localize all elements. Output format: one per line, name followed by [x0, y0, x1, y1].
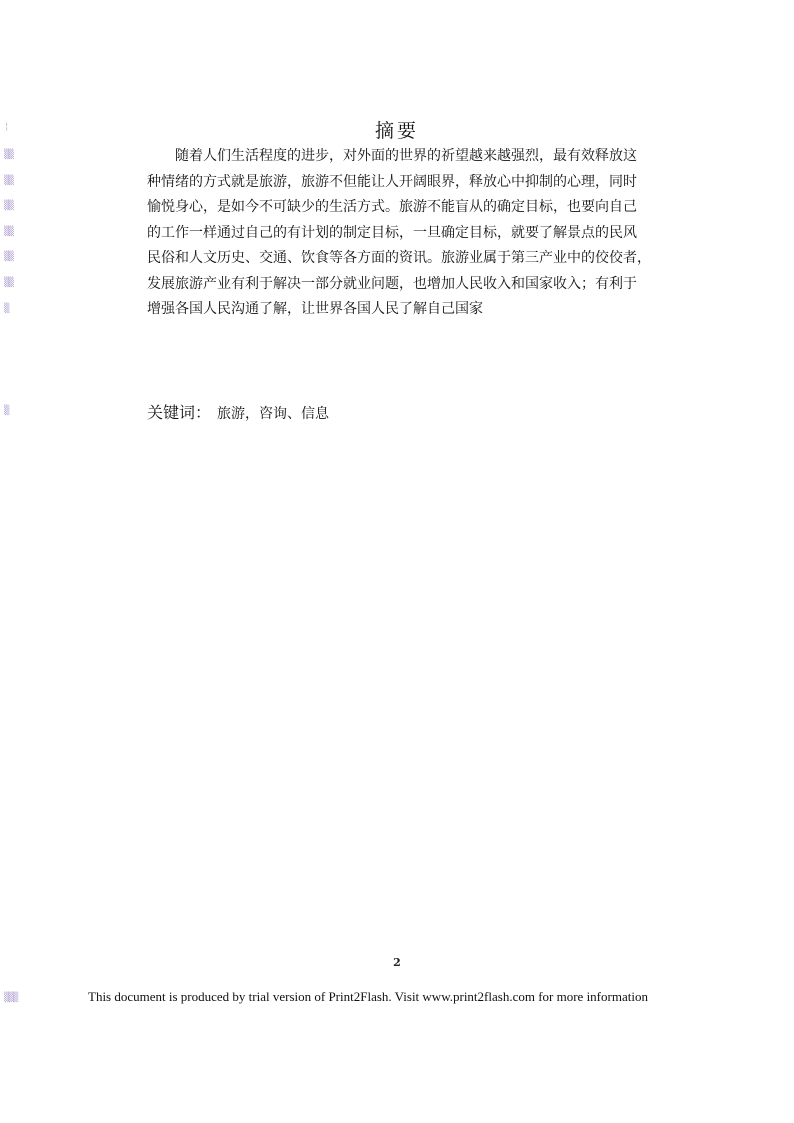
margin-artifact: ¦	[4, 122, 9, 132]
abstract-line: 发展旅游产业有利于解决一部分就业问题，也增加人民收入和国家收入；有利于	[147, 275, 637, 292]
margin-artifact: ▒▒	[4, 227, 13, 237]
margin-artifact: ▒▒	[4, 201, 13, 211]
keywords-label: 关键词：	[147, 403, 212, 422]
keywords-value: 旅游，咨询、信息	[217, 406, 330, 422]
margin-artifact: ▒▒▒	[4, 993, 18, 1003]
abstract-line: 增强各国人民沟通了解，让世界各国人民了解自己国家	[147, 301, 483, 317]
margin-artifact: ▒	[4, 304, 9, 314]
margin-artifact: ▒	[4, 406, 9, 416]
abstract-line: 的工作一样通过自己的有计划的制定目标，一旦确定目标，就要了解景点的民风	[147, 224, 637, 241]
page-title: 摘要	[374, 120, 419, 142]
margin-artifact: ▒▒	[4, 252, 13, 262]
abstract-line: 愉悦身心，是如今不可缺少的生活方式。旅游不能盲从的确定目标，也要向自己	[147, 199, 637, 215]
abstract-line: 民俗和人文历史、交通、饮食等各方面的资讯。旅游业属于第三产业中的佼佼者，	[147, 250, 651, 266]
keywords-row	[147, 400, 329, 423]
page-number: 2	[393, 956, 401, 969]
margin-artifact: ▒▒	[4, 150, 13, 160]
abstract-line: 随着人们生活程度的进步，对外面的世界的祈望越来越强烈，最有效释放这	[175, 148, 637, 164]
abstract-body	[147, 144, 653, 323]
margin-artifact: ▒▒	[4, 278, 13, 288]
trial-watermark-notice: This document is produced by trial version of Print2Flash. Visit www.print2flash.com for more information	[88, 989, 648, 1004]
abstract-line: 种情绪的方式就是旅游，旅游不但能让人开阔眼界，释放心中抑制的心理，同时	[147, 173, 637, 190]
margin-artifact: ▒▒	[4, 176, 13, 186]
